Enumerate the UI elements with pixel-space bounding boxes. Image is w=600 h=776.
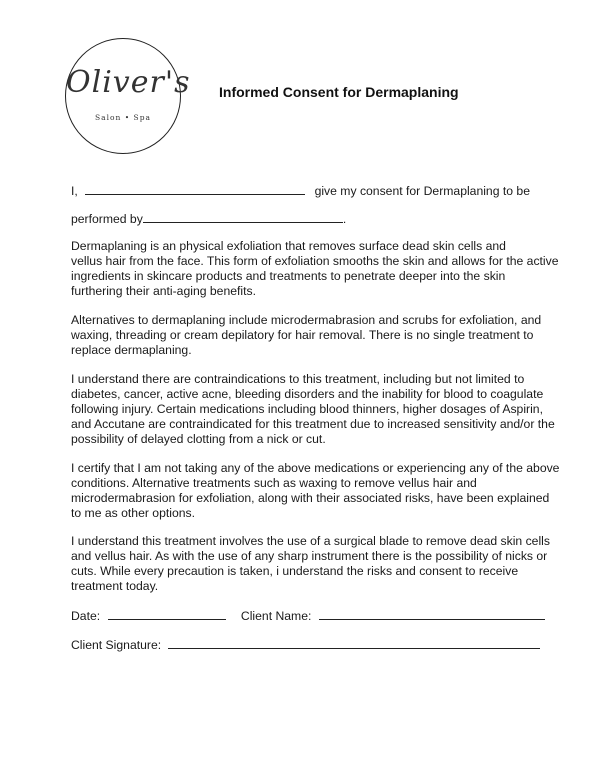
client-name-label: Client Name:: [240, 609, 312, 623]
paragraph-line: diabetes, cancer, active acne, bleeding disorders and the inability for blood to coagulate: [71, 387, 544, 401]
date-blank[interactable]: [108, 608, 226, 620]
paragraph-line: and Accutane are contraindicated for this treatment due to increased sensitivity and/or the: [71, 417, 555, 431]
consent-line-1: [71, 183, 530, 199]
paragraph-line: I understand there are contraindications to this treatment, including but not limited to: [71, 372, 525, 386]
paragraph-line: treatment today.: [71, 579, 159, 593]
date-name-row: [71, 608, 545, 624]
paragraph-contraindications: [71, 372, 555, 447]
paragraph-line: Dermaplaning is an physical exfoliation that removes surface dead skin cells and: [71, 239, 506, 253]
paragraph-line: and vellus hair. As with the use of any sharp instrument there is the possibility of nicks or: [71, 549, 548, 563]
consent-suffix: give my consent for Dermaplaning to be: [314, 184, 530, 198]
logo-script-text: Oliver's: [66, 65, 191, 100]
client-signature-blank[interactable]: [168, 637, 540, 649]
paragraph-line: furthering their anti-aging benefits.: [71, 284, 256, 298]
salon-logo: [65, 38, 191, 154]
logo-subtitle: Salon • Spa: [95, 113, 151, 122]
signature-row: [71, 637, 540, 653]
paragraph-line: possibility of delayed clotting from a nick or cut.: [71, 432, 326, 446]
consent-line-2: [71, 211, 346, 227]
performed-by-period: .: [342, 212, 347, 226]
paragraph-line: ingredients in skincare products and treatments to penetrate deeper into the skin: [71, 269, 506, 283]
date-label: Date:: [71, 609, 101, 623]
paragraph-line: Alternatives to dermaplaning include microdermabrasion and scrubs for exfoliation, and: [71, 313, 542, 327]
client-signature-label: Client Signature:: [71, 638, 162, 652]
paragraph-line: conditions. Alternative treatments such as waxing to remove vellus hair and: [71, 476, 477, 490]
paragraph-line: I certify that I am not taking any of the above medications or experiencing any of the above: [71, 461, 560, 475]
paragraph-certification: [71, 461, 560, 521]
client-name-field-blank[interactable]: [319, 608, 545, 620]
document-title: Informed Consent for Dermaplaning: [219, 84, 459, 100]
paragraph-line: following injury. Certain medications including blood thinners, higher dosages of Aspirin,: [71, 402, 543, 416]
paragraph-description: [71, 239, 559, 299]
paragraph-line: waxing, threading or cream depilatory for hair removal. There is no single treatment to: [71, 328, 534, 342]
paragraph-alternatives: [71, 313, 541, 358]
paragraph-line: to me as other options.: [71, 506, 195, 520]
paragraph-line: I understand this treatment involves the use of a surgical blade to remove dead skin cells: [71, 534, 550, 548]
paragraph-line: vellus hair from the face. This form of exfoliation smooths the skin and allows for the active: [71, 254, 559, 268]
paragraph-line: cuts. While every precaution is taken, i understand the risks and consent to receive: [71, 564, 519, 578]
client-name-blank[interactable]: [85, 183, 305, 195]
paragraph-line: microdermabrasion for exfoliation, along with their associated risks, have been explained: [71, 491, 550, 505]
paragraph-risks: [71, 534, 550, 594]
practitioner-blank[interactable]: [143, 211, 343, 223]
paragraph-line: replace dermaplaning.: [71, 343, 192, 357]
consent-prefix-i: I,: [71, 184, 78, 198]
performed-by-label: performed by: [71, 212, 143, 226]
